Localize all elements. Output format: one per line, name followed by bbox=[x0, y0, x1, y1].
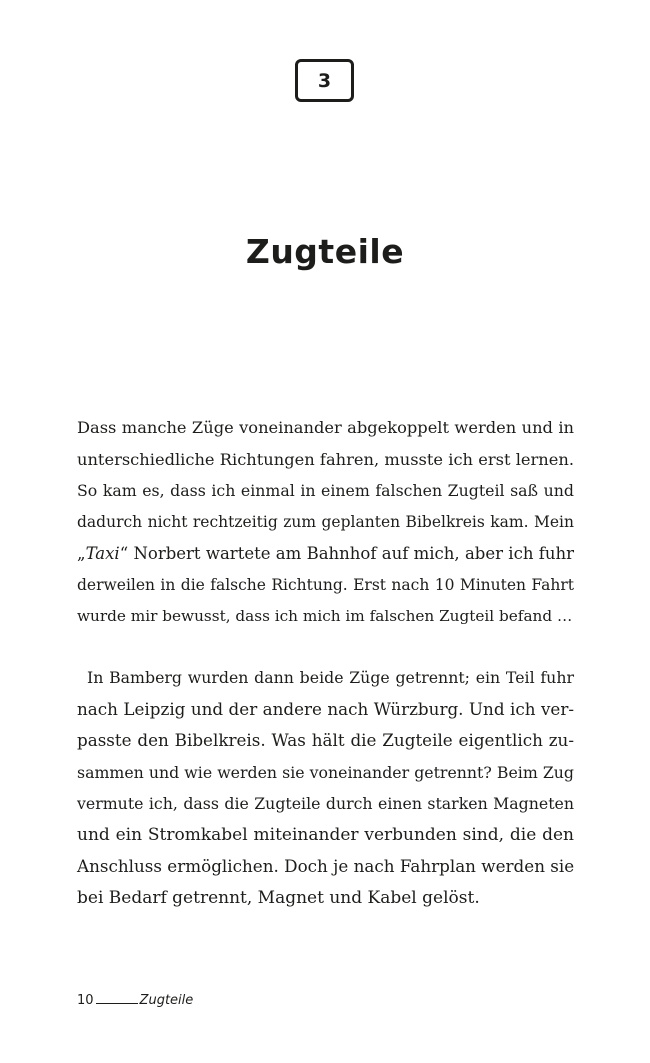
text-line: derweilen in die falsche Richtung. Erst nach 10 Minuten Fahrt bbox=[77, 575, 574, 594]
chapter-number: 3 bbox=[317, 69, 332, 92]
text-line: Dass manche Züge voneinander abgekoppelt werden und in bbox=[77, 418, 574, 437]
chapter-number-box bbox=[295, 59, 354, 102]
text-line: passte den Bibelkreis. Was hält die Zugteile eigentlich zu- bbox=[77, 730, 574, 750]
text-line: wurde mir bewusst, dass ich mich im falschen Zugteil befand … bbox=[77, 607, 573, 625]
text-line: und ein Stromkabel miteinander verbunden sind, die den bbox=[77, 824, 574, 845]
chapter-title: Zugteile bbox=[245, 232, 405, 271]
text-line: unterschiedliche Richtungen fahren, musste ich erst lernen. bbox=[77, 449, 574, 469]
page-footer bbox=[77, 993, 193, 1008]
page-number: 10 bbox=[77, 993, 94, 1008]
text-line: In Bamberg wurden dann beide Züge getrennt; ein Teil fuhr bbox=[87, 668, 574, 687]
text-line: Anschluss ermöglichen. Doch je nach Fahrplan werden sie bbox=[77, 856, 575, 876]
text-line-rest: “ Norbert wartete am Bahnhof auf mich, aber ich fuhr bbox=[119, 544, 574, 563]
text-line: So kam es, dass ich einmal in einem falschen Zugteil saß und bbox=[77, 481, 574, 500]
open-quote: „ bbox=[77, 544, 86, 563]
footer-rule bbox=[96, 1002, 138, 1004]
paragraph-2 bbox=[77, 662, 574, 914]
text-line bbox=[77, 538, 574, 570]
text-line: bei Bedarf getrennt, Magnet und Kabel gelöst. bbox=[77, 887, 480, 908]
text-line: sammen und wie werden sie voneinander getrennt? Beim Zug bbox=[77, 762, 574, 782]
paragraph-1 bbox=[77, 412, 574, 633]
text-line: nach Leipzig und der andere nach Würzburg. Und ich ver- bbox=[77, 698, 574, 719]
text-line: dadurch nicht rechtzeitig zum geplanten Bibelkreis kam. Mein bbox=[77, 512, 574, 531]
text-line: vermute ich, dass die Zugteile durch einen starken Magneten bbox=[77, 794, 574, 813]
running-title: Zugteile bbox=[139, 993, 194, 1008]
taxi-word: Taxi bbox=[85, 544, 120, 563]
